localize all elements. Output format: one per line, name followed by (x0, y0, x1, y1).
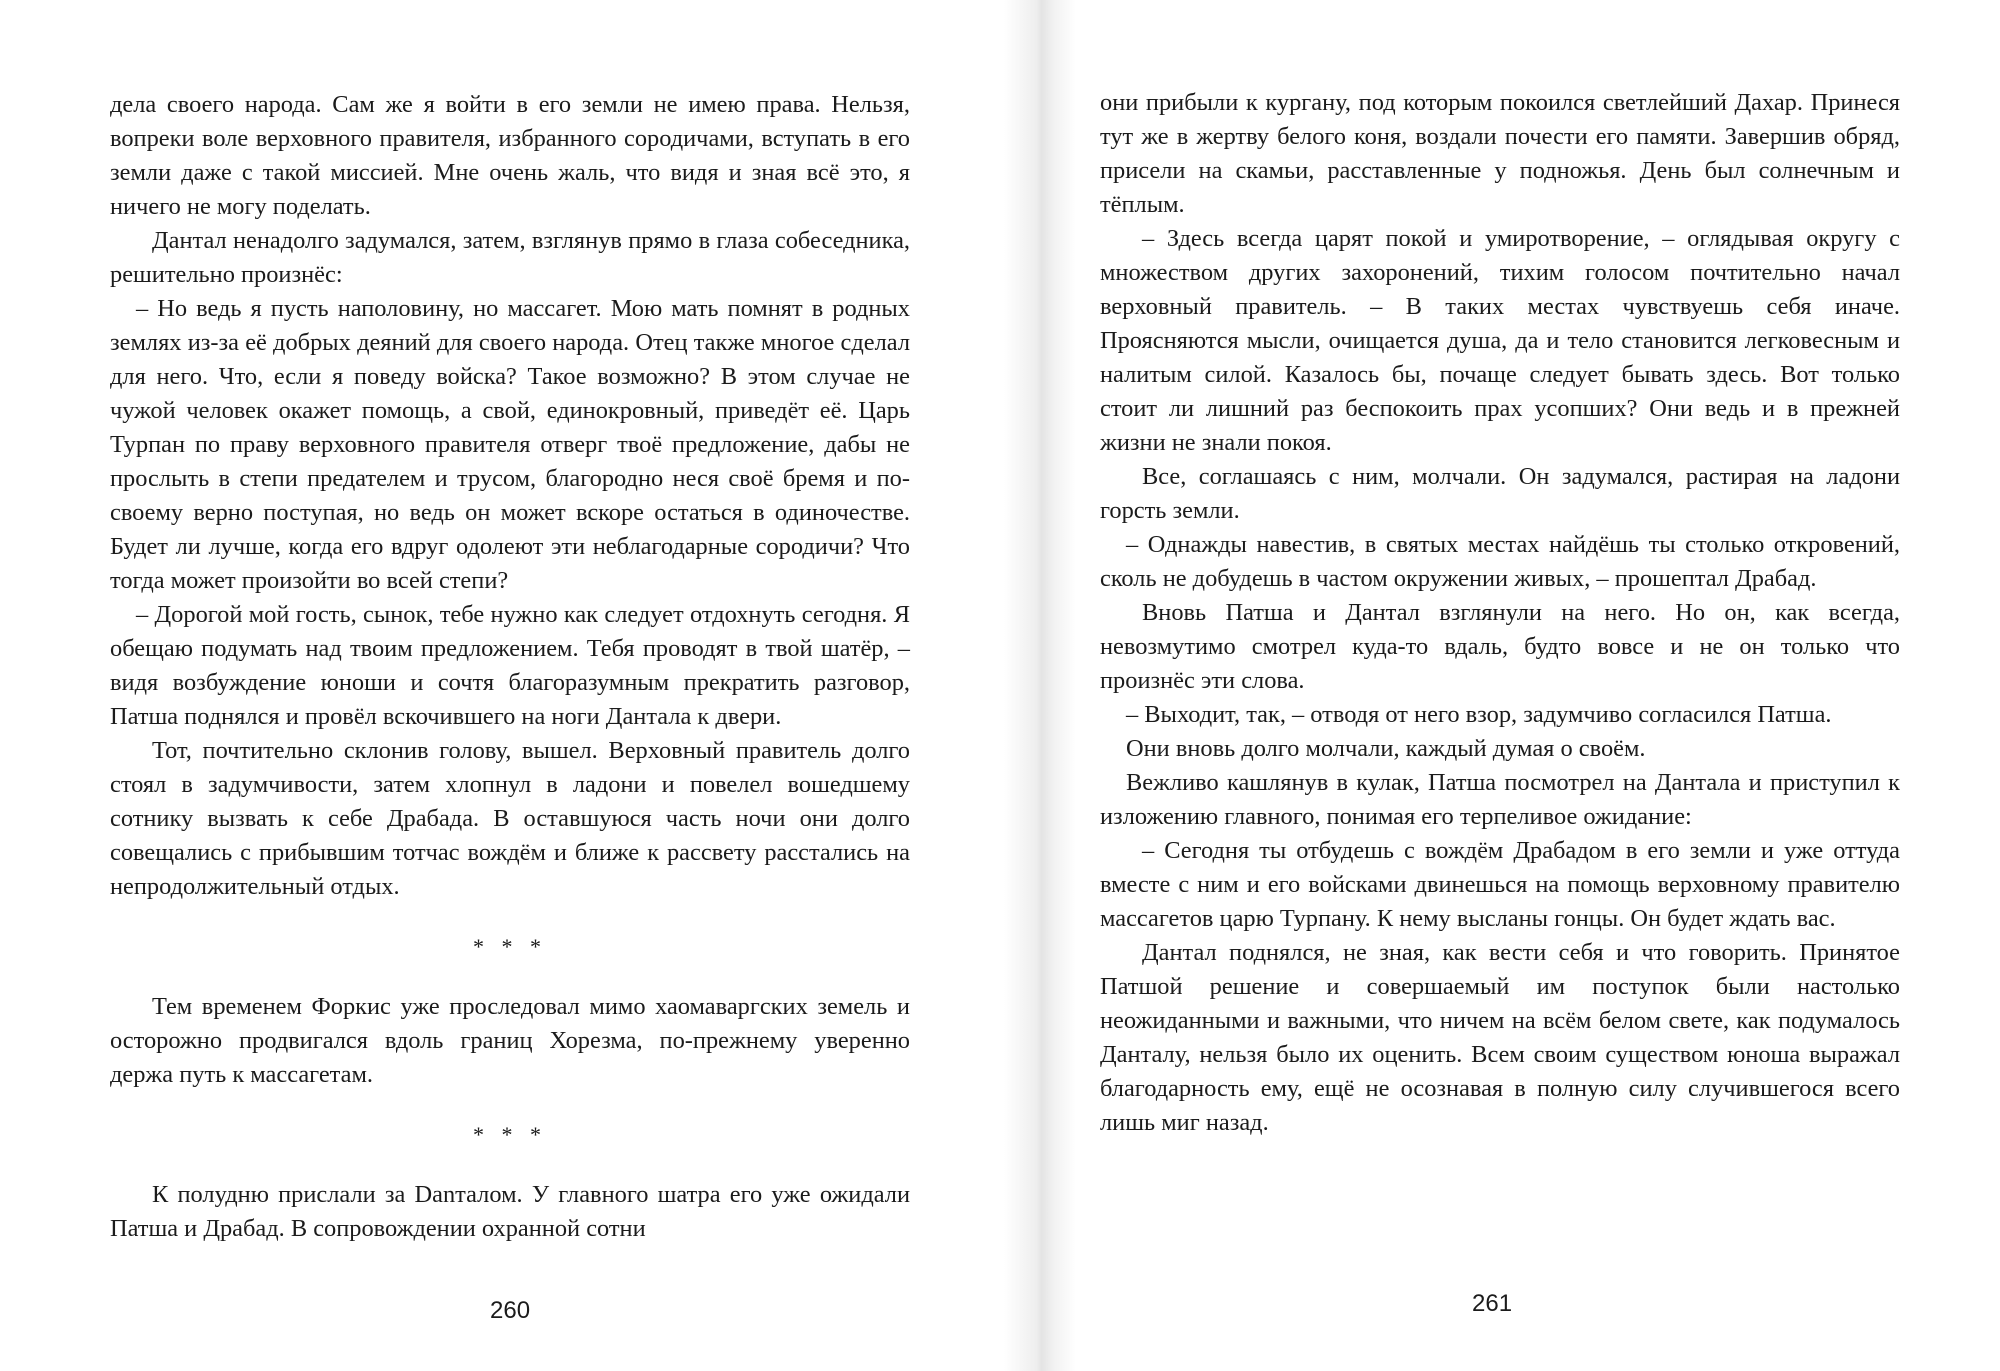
paragraph: Все, соглашаясь с ним, молчали. Он задумался, растирая на ладони горсть земли. (1100, 463, 1900, 524)
paragraph: – Но ведь я пусть наполовину, но массагет. Мою мать помнят в родных землях из-за её добрых деяний для своего народа. Отец также многое сделал для него. Что, если я поведу войска? Такое возможно? В этом случае не чужой человек окажет помощь, а свой, единокровный, приведёт её. Царь Турпан по праву верховного правителя отверг твоё предложение, дабы не прослыть в степи предателем и трусом, благородно неся своё бремя и по-своему верно поступая, но ведь он может вскоре остаться в одиночестве. Будет ли лучше, когда его вдруг одолеют эти неблагодарные сородичи? Что тогда может произойти во всей степи? (110, 295, 910, 594)
paragraph: Они вновь долго молчали, каждый думая о своём. (1126, 735, 1646, 762)
left-page-text (110, 88, 910, 1246)
paragraph: они прибыли к кургану, под которым покоился светлейший Дахар. Принеся тут же в жертву белого коня, воздали почести его памяти. Завершив обряд, присели на скамьи, расставленные у подножья. День был солнечным и тёплым. (1100, 89, 1900, 218)
paragraph: Вежливо кашлянув в кулак, Патша посмотрел на Дантала и приступил к изложению главного, понимая его терпеливое ожидание: (1100, 769, 1900, 830)
right-page (1100, 0, 1900, 1371)
section-separator: * * * (473, 1122, 547, 1147)
page-number-right: 261 (1472, 1290, 1513, 1317)
paragraph: – Однажды навестив, в святых местах найдёшь ты столько откровений, сколь не добудешь в частом окружении живых, – прошептал Драбад. (1100, 531, 1900, 592)
left-page (110, 0, 910, 1371)
paragraph: Дантал поднялся, не зная, как вести себя и что говорить. Принятое Патшой решение и совершаемый им поступок были настолько неожиданными и важными, что ничем на всём белом свете, как подумалось Данталу, нельзя было их оценить. Всем своим существом юноша выражал благодарность ему, ещё не осознавая в полную силу случившегося всего лишь миг назад. (1100, 939, 1900, 1136)
paragraph: Тот, почтительно склонив голову, вышел. Верховный правитель долго стоял в задумчивости, затем хлопнул в ладони и повелел вошедшему сотнику вызвать к себе Драбада. В оставшуюся часть ночи они долго совещались с прибывшим тотчас вождём и ближе к рассвету расстались на непродолжительный отдых. (110, 737, 910, 900)
paragraph: Дантал ненадолго задумался, затем, взглянув прямо в глаза собеседника, решительно произнёс: (110, 227, 910, 288)
book-gutter (1004, 0, 1076, 1371)
section-separator: * * * (473, 934, 547, 959)
paragraph: – Сегодня ты отбудешь с вождём Драбадом в его земли и уже оттуда вместе с ним и его войсками двинешься на помощь верховному правителю массагетов царю Турпану. К нему высланы гонцы. Он будет ждать вас. (1100, 837, 1900, 932)
paragraph: Вновь Патша и Дантал взглянули на него. Но он, как всегда, невозмутимо смотрел куда-то вдаль, будто вовсе и не он только что произнёс эти слова. (1100, 599, 1900, 694)
paragraph: – Дорогой мой гость, сынок, тебе нужно как следует отдохнуть сегодня. Я обещаю подумать над твоим предложением. Тебя проводят в твой шатёр, – видя возбуждение юноши и сочтя благоразумным прекратить разговор, Патша поднялся и провёл вскочившего на ноги Дантала к двери. (110, 601, 910, 730)
paragraph: – Здесь всегда царят покой и умиротворение, – оглядывая округу с множеством других захоронений, тихим голосом почтительно начал верховный правитель. – В таких местах чувствуешь себя иначе. Проясняются мысли, очищается душа, да и тело становится легковесным и налитым силой. Казалось бы, почаще следует бывать здесь. Вот только стоит ли лишний раз беспокоить прах усопших? Они ведь и в прежней жизни не знали покоя. (1100, 225, 1900, 456)
paragraph: Тем временем Форкис уже проследовал мимо хаомаваргских земель и осторожно продвигался вдоль границ Хорезма, по-прежнему уверенно держа путь к массагетам. (110, 993, 910, 1088)
right-page-text (1100, 86, 1900, 1140)
page-number-left: 260 (490, 1297, 531, 1324)
paragraph: дела своего народа. Сам же я войти в его земли не имею права. Нельзя, вопреки воле верховного правителя, избранного сородичами, вступать в его земли даже с такой миссией. Мне очень жаль, что видя и зная всё это, я ничего не могу поделать. (110, 91, 910, 220)
paragraph: К полудню прислали за Danталом. У главного шатра его уже ожидали Патша и Драбад. В сопровождении охранной сотни (110, 1181, 910, 1242)
paragraph: – Выходит, так, – отводя от него взор, задумчиво согласился Патша. (1126, 701, 1832, 728)
